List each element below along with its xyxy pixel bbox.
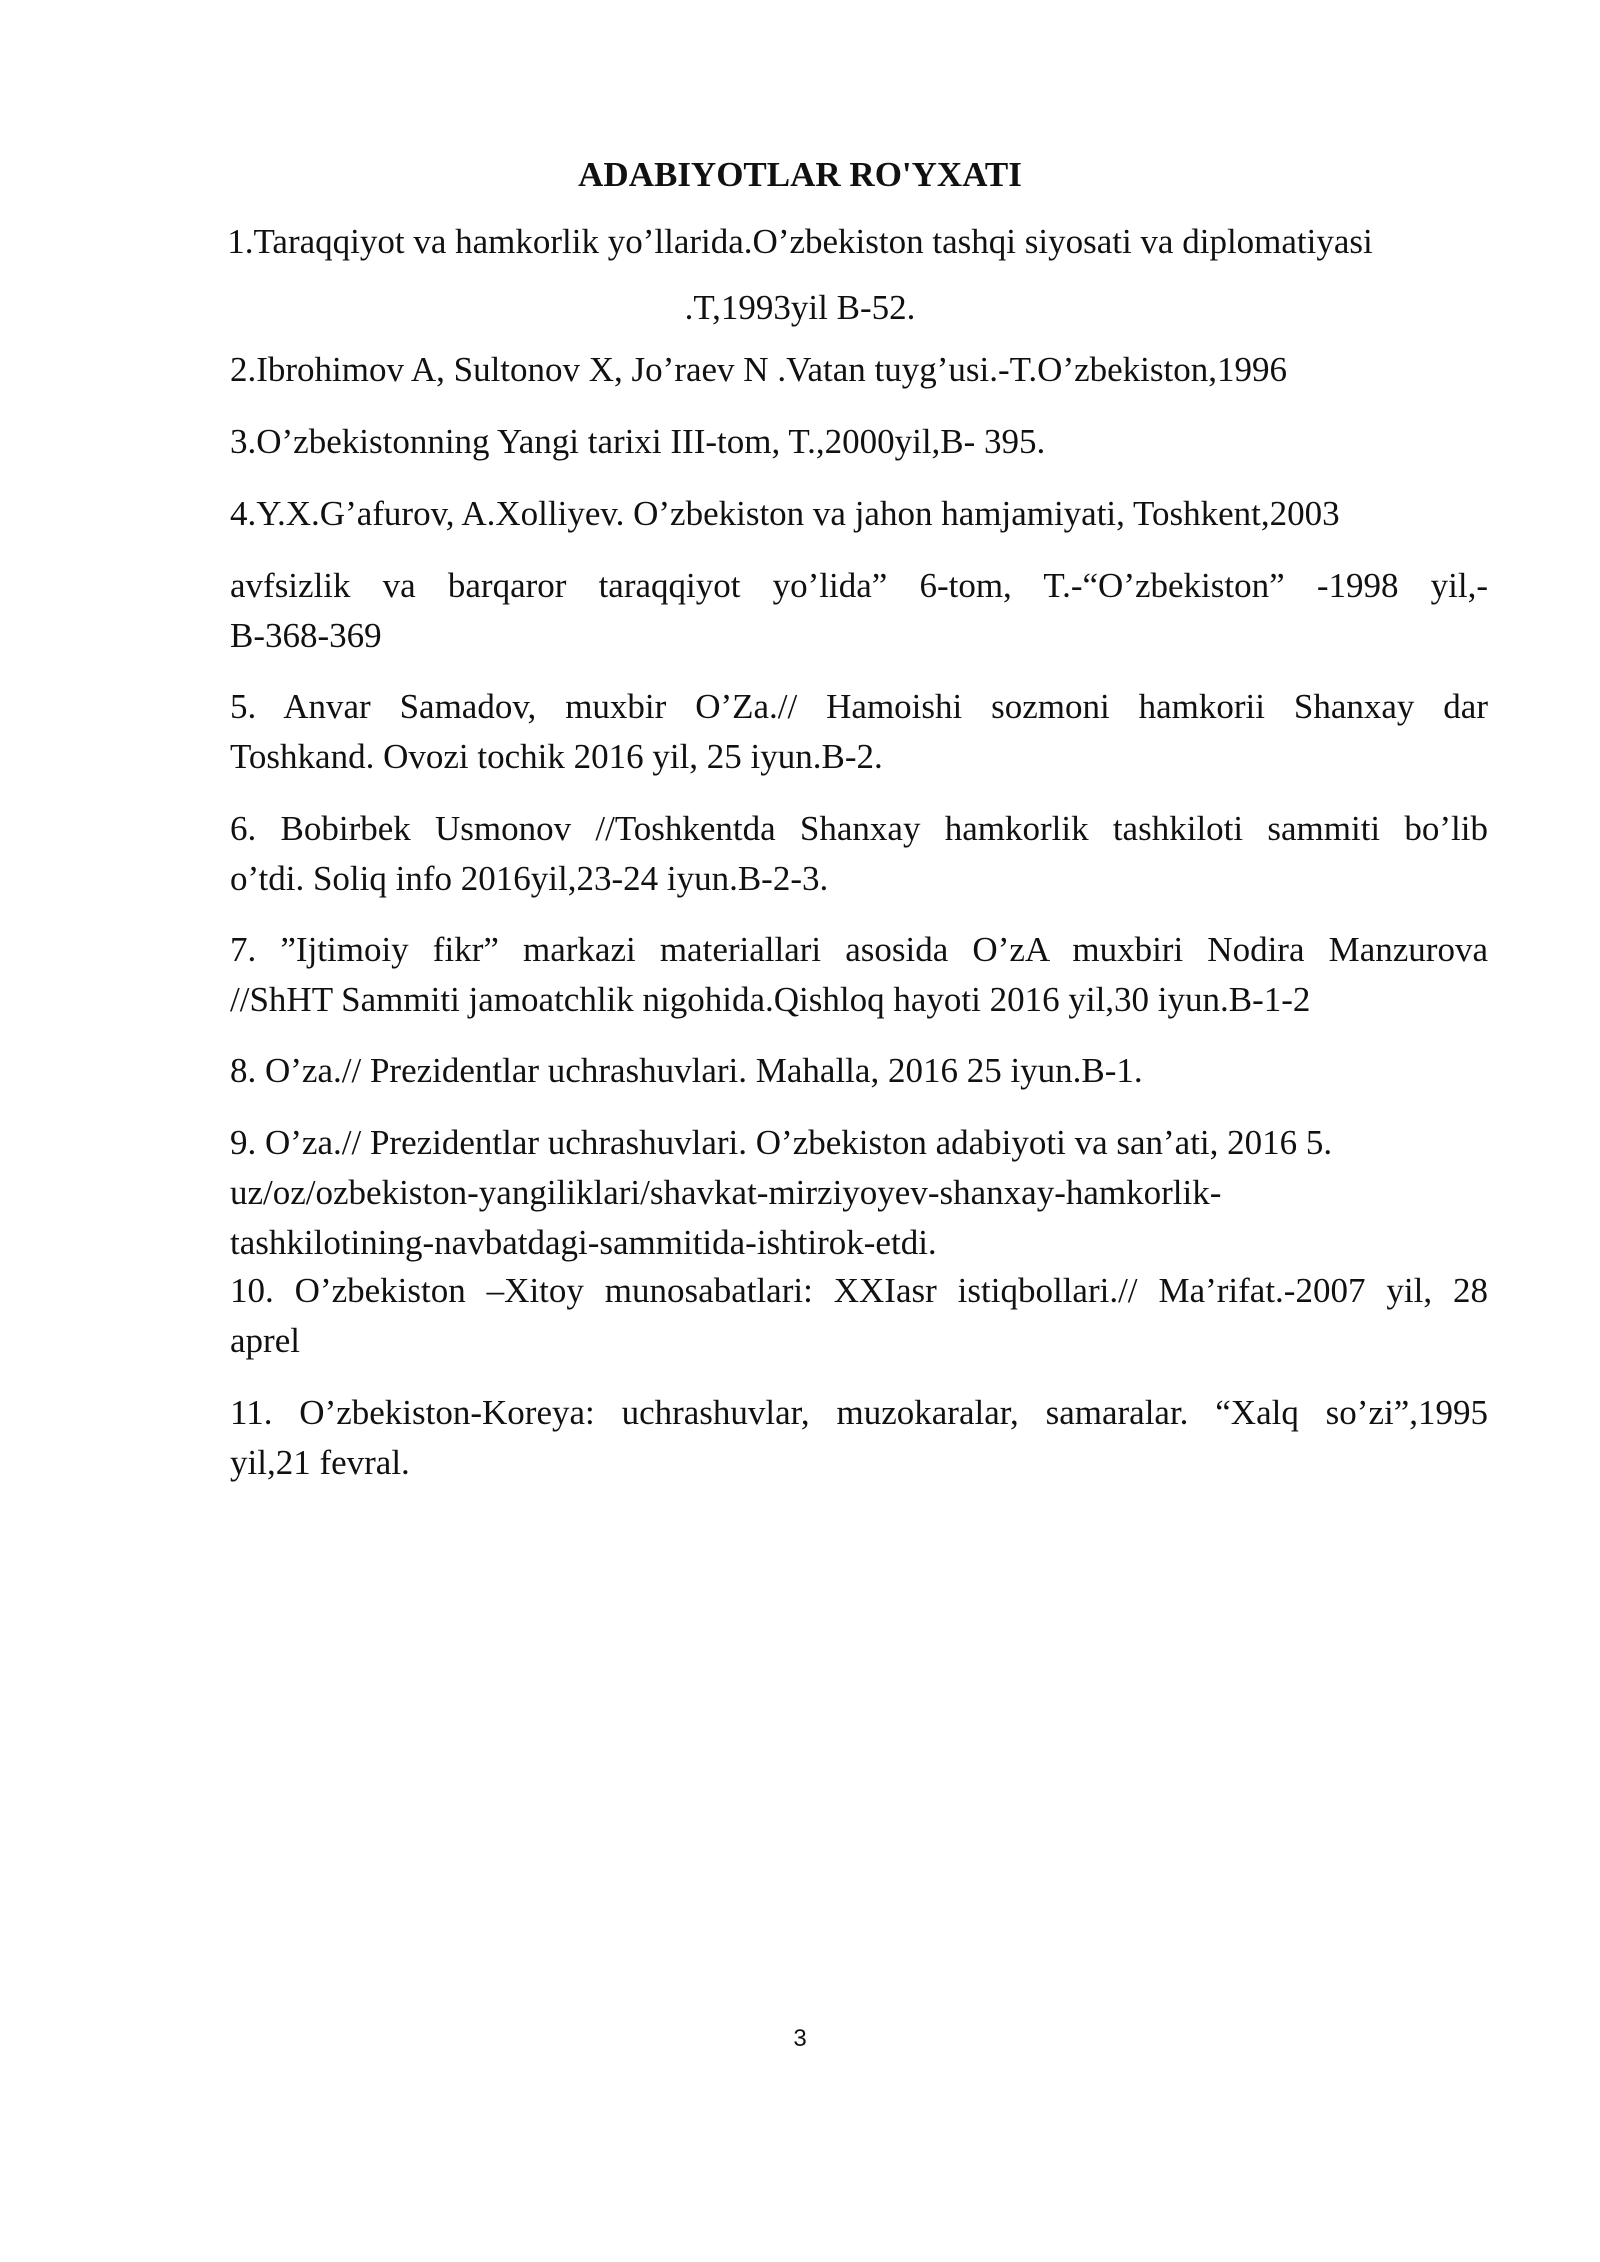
reference-7-line-1: 7. ”Ijtimoiy fikr” markazi materiallari asosida O’zA muxbiri Nodira Manzurova <box>230 930 1488 969</box>
reference-9 <box>230 1118 1488 1268</box>
reference-8: 8. O’za.// Prezidentlar uchrashuvlari. Mahalla, 2016 25 iyun.B-1. <box>230 1051 1143 1090</box>
reference-9-line-3: tashkilotining-navbatdagi-sammitida-ishtirok-etdi. <box>230 1223 937 1262</box>
reference-6 <box>230 804 1488 904</box>
reference-11-line-2: yil,21 fevral. <box>230 1443 410 1482</box>
reference-4-continued <box>230 561 1488 661</box>
reference-10-line-1: 10. O’zbekiston –Xitoy munosabatlari: XXIasr istiqbollari.// Ma’rifat.-2007 yil, 28 <box>230 1271 1488 1310</box>
reference-11 <box>230 1388 1488 1488</box>
reference-7 <box>230 925 1488 1025</box>
reference-2: 2.Ibrohimov A, Sultonov X, Jo’raev N .Vatan tuyg’usi.-T.O’zbekiston,1996 <box>230 350 1287 389</box>
reference-9-line-2: uz/oz/ozbekiston-yangiliklari/shavkat-mirziyoyev-shanxay-hamkorlik- <box>230 1173 1222 1212</box>
reference-9-line-1: 9. O’za.// Prezidentlar uchrashuvlari. O’zbekiston adabiyoti va san’ati, 2016 5. <box>230 1123 1333 1162</box>
reference-6-line-1: 6. Bobirbek Usmonov //Toshkentda Shanxay hamkorlik tashkiloti sammiti bo’lib <box>230 809 1488 848</box>
page-number: 3 <box>793 2025 807 2052</box>
reference-1-line-1: 1.Taraqqiyot va hamkorlik yo’llarida.O’zbekiston tashqi siyosati va diplomatiyasi <box>227 222 1373 261</box>
reference-4-continued-line-1: avfsizlik va barqaror taraqqiyot yo’lida” 6-tom, T.-“O’zbekiston” -1998 yil,- <box>230 566 1488 605</box>
reference-1-line-2: .T,1993yil B-52. <box>684 288 916 327</box>
reference-5-line-1: 5. Anvar Samadov, muxbir O’Za.// Hamoishi sozmoni hamkorii Shanxay dar <box>230 687 1488 726</box>
reference-6-line-2: o’tdi. Soliq info 2016yil,23-24 iyun.B-2-3. <box>230 859 829 898</box>
reference-3: 3.O’zbekistonning Yangi tarixi III-tom, T.,2000yil,B- 395. <box>230 422 1046 461</box>
reference-10-line-2: aprel <box>230 1321 300 1360</box>
reference-10 <box>230 1266 1488 1366</box>
reference-5-line-2: Toshkand. Ovozi tochik 2016 yil, 25 iyun.B-2. <box>230 737 883 776</box>
page-title: ADABIYOTLAR RO'YXATI <box>578 155 1022 194</box>
reference-7-line-2: //ShHT Sammiti jamoatchlik nigohida.Qishloq hayoti 2016 yil,30 iyun.B-1-2 <box>230 980 1311 1019</box>
reference-5 <box>230 682 1488 782</box>
reference-4-continued-line-2: B-368-369 <box>230 616 382 655</box>
reference-11-line-1: 11. O’zbekiston-Koreya: uchrashuvlar, muzokaralar, samaralar. “Xalq so’zi”,1995 <box>230 1393 1488 1432</box>
reference-4: 4.Y.X.G’afurov, A.Xolliyev. O’zbekiston va jahon hamjamiyati, Toshkent,2003 <box>230 494 1340 533</box>
